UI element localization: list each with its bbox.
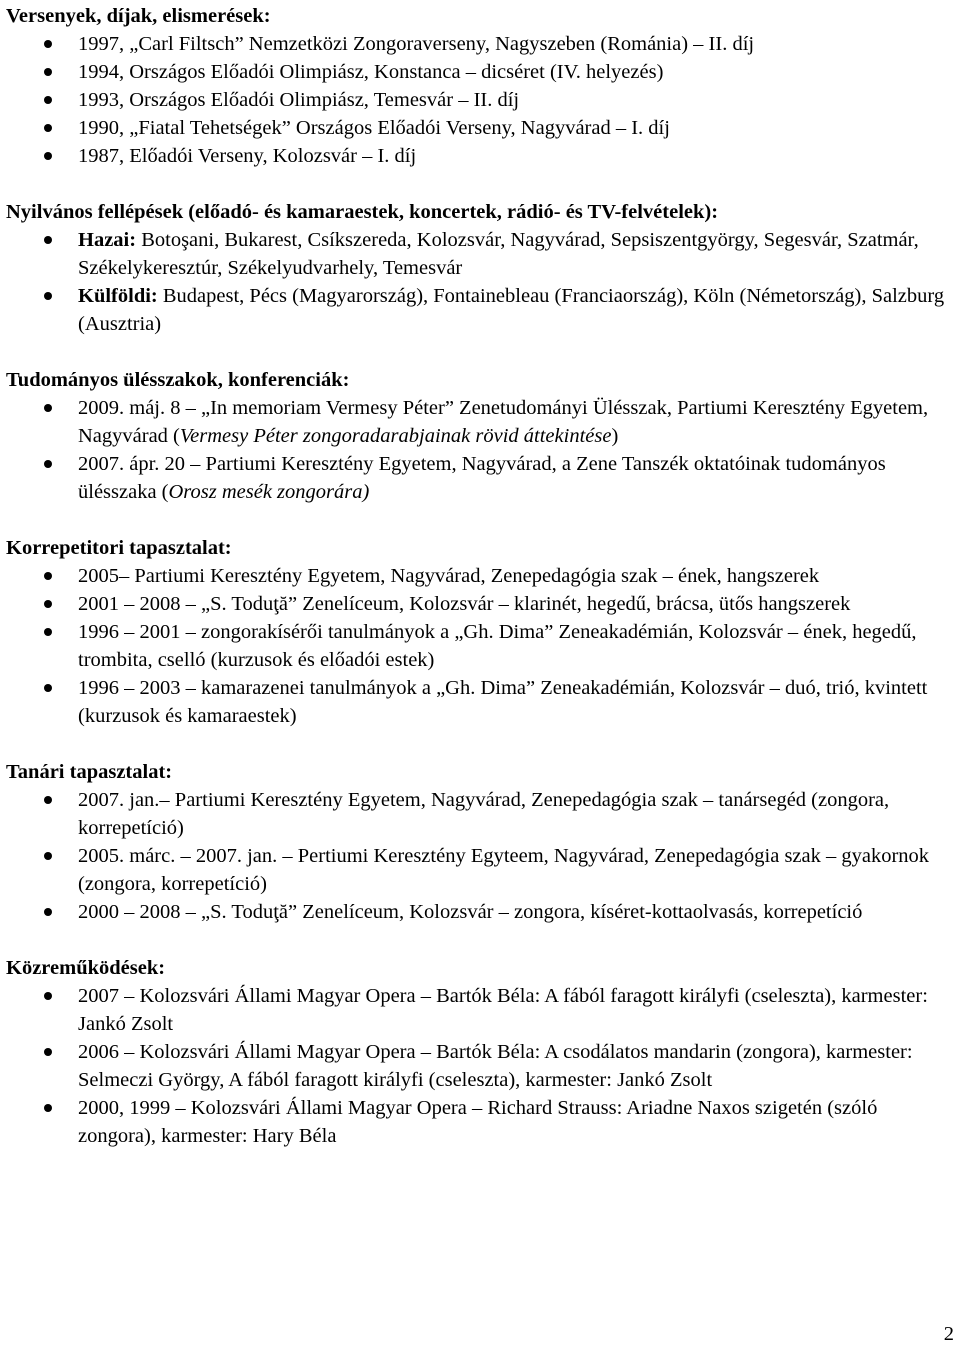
bullet-icon xyxy=(44,124,52,132)
bullet-icon xyxy=(44,68,52,76)
bullet-icon xyxy=(44,292,52,300)
bullet-icon xyxy=(44,236,52,244)
bullet-icon xyxy=(44,572,52,580)
list-item: Hazai: Botoşani, Bukarest, Csíkszereda, Kolozsvár, Nagyvárad, Sepsiszentgyörgy, Segesvár, Szatmár, Székelykeresztúr, Székelyudvarhely, Temesvár xyxy=(6,226,958,282)
list-item: 1996 – 2003 – kamarazenei tanulmányok a „Gh. Dima” Zeneakadémián, Kolozsvár – duó, trió, kvintett (kurzusok és kamaraestek) xyxy=(6,674,958,730)
conferences-list xyxy=(6,394,958,506)
section-heading-conferences: Tudományos ülésszakok, konferenciák: xyxy=(6,369,350,391)
teaching-list xyxy=(6,786,958,926)
performances-list xyxy=(6,226,958,338)
bullet-icon xyxy=(44,628,52,636)
awards-list xyxy=(6,30,958,170)
section-heading-teaching: Tanári tapasztalat: xyxy=(6,761,173,783)
list-item: 2005. márc. – 2007. jan. – Pertiumi Keresztény Egyteem, Nagyvárad, Zenepedagógia szak – gyakornok (zongora, korrepetíció) xyxy=(6,842,958,898)
list-item: 2007. ápr. 20 – Partiumi Keresztény Egyetem, Nagyvárad, a Zene Tanszék oktatóinak tudományos ülésszaka (Orosz mesék zongorára) xyxy=(6,450,958,506)
list-item: 1997, „Carl Filtsch” Nemzetközi Zongoraverseny, Nagyszeben (Románia) – II. díj xyxy=(6,30,958,58)
list-item: 2005– Partiumi Keresztény Egyetem, Nagyvárad, Zenepedagógia szak – ének, hangszerek xyxy=(6,562,958,590)
section-heading-performances: Nyilvános fellépések (előadó- és kamaraestek, koncertek, rádió- és TV-felvételek): xyxy=(6,201,719,223)
bullet-icon xyxy=(44,1048,52,1056)
list-item: Külföldi: Budapest, Pécs (Magyarország), Fontainebleau (Franciaország), Köln (Németország), Salzburg (Ausztria) xyxy=(6,282,958,338)
bullet-icon xyxy=(44,152,52,160)
bullet-icon xyxy=(44,460,52,468)
list-item: 2007. jan.– Partiumi Keresztény Egyetem, Nagyvárad, Zenepedagógia szak – tanársegéd (zongora, korrepetíció) xyxy=(6,786,958,842)
list-item: 1994, Országos Előadói Olimpiász, Konstanca – dicséret (IV. helyezés) xyxy=(6,58,958,86)
list-item: 2001 – 2008 – „S. Toduţă” Zenelíceum, Kolozsvár – klarinét, hegedű, brácsa, ütős hangszerek xyxy=(6,590,958,618)
bullet-icon xyxy=(44,40,52,48)
bullet-icon xyxy=(44,796,52,804)
bullet-icon xyxy=(44,852,52,860)
list-item: 2009. máj. 8 – „In memoriam Vermesy Péter” Zenetudományi Ülésszak, Partiumi Keresztény Egyetem, Nagyvárad (Vermesy Péter zongoradarabjainak rövid áttekintése) xyxy=(6,394,958,450)
list-item: 2000, 1999 – Kolozsvári Állami Magyar Opera – Richard Strauss: Ariadne Naxos szigetén (szóló zongora), karmester: Hary Béla xyxy=(6,1094,958,1150)
page-number: 2 xyxy=(943,1323,954,1345)
collaborations-list xyxy=(6,982,958,1150)
bullet-icon xyxy=(44,908,52,916)
list-item: 1993, Országos Előadói Olimpiász, Temesvár – II. díj xyxy=(6,86,958,114)
bullet-icon xyxy=(44,684,52,692)
bullet-icon xyxy=(44,1104,52,1112)
bullet-icon xyxy=(44,600,52,608)
list-item: 2000 – 2008 – „S. Toduţă” Zenelíceum, Kolozsvár – zongora, kíséret-kottaolvasás, korrepetíció xyxy=(6,898,958,926)
bullet-icon xyxy=(44,992,52,1000)
list-item: 1987, Előadói Verseny, Kolozsvár – I. díj xyxy=(6,142,958,170)
repetiteur-list xyxy=(6,562,958,730)
bullet-icon xyxy=(44,404,52,412)
item-label: Hazai: xyxy=(78,229,137,251)
bullet-icon xyxy=(44,96,52,104)
section-heading-awards: Versenyek, díjak, elismerések: xyxy=(6,5,271,27)
document-page xyxy=(6,2,958,1150)
section-heading-collaborations: Közreműködések: xyxy=(6,957,166,979)
section-heading-repetiteur: Korrepetitori tapasztalat: xyxy=(6,537,232,559)
item-label: Külföldi: xyxy=(78,285,158,307)
list-item: 2006 – Kolozsvári Állami Magyar Opera – Bartók Béla: A csodálatos mandarin (zongora), karmester: Selmeczi György, A fából faragott királyfi (cseleszta), karmester: Jankó Zsolt xyxy=(6,1038,958,1094)
list-item: 1990, „Fiatal Tehetségek” Országos Előadói Verseny, Nagyvárad – I. díj xyxy=(6,114,958,142)
list-item: 2007 – Kolozsvári Állami Magyar Opera – Bartók Béla: A fából faragott királyfi (cseleszta), karmester: Jankó Zsolt xyxy=(6,982,958,1038)
list-item: 1996 – 2001 – zongorakísérői tanulmányok a „Gh. Dima” Zeneakadémián, Kolozsvár – ének, hegedű, trombita, cselló (kurzusok és előadói estek) xyxy=(6,618,958,674)
